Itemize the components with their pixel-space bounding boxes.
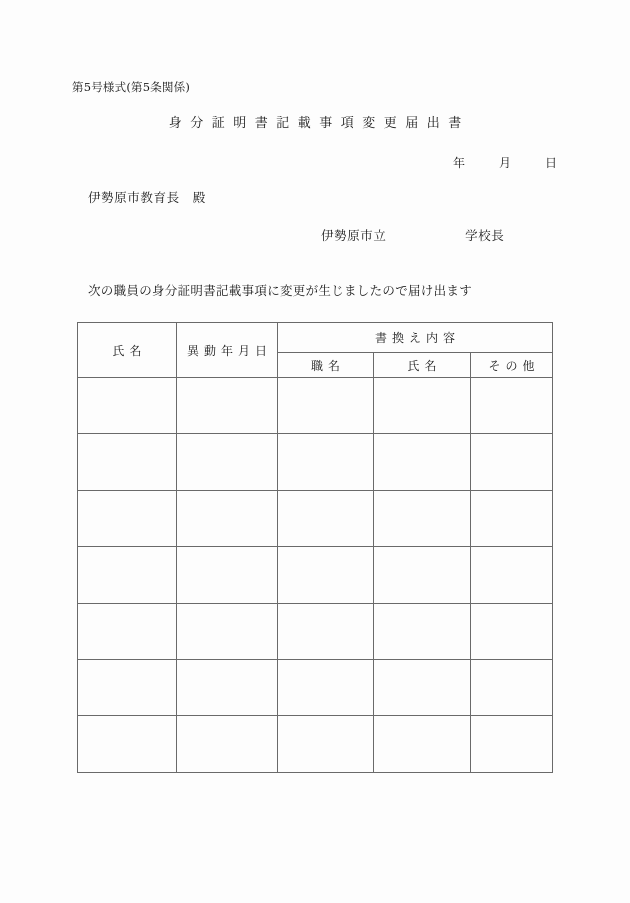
- cell-transfer-date[interactable]: [177, 547, 278, 603]
- table-row: [78, 378, 553, 434]
- document-title: 身分証明書記載事項変更届出書: [168, 116, 470, 131]
- change-details-table: [77, 322, 553, 773]
- cell-new-name[interactable]: [374, 659, 471, 715]
- addressee-line: 伊勢原市教育長 殿: [88, 190, 206, 205]
- cell-other[interactable]: [471, 378, 553, 434]
- table-row: [78, 547, 553, 603]
- table-row: [78, 716, 553, 772]
- cell-post-title[interactable]: [278, 434, 374, 490]
- header-rewrite-content: 書換え内容: [278, 323, 553, 353]
- table-header-row-primary: [78, 323, 553, 353]
- cell-transfer-date[interactable]: [177, 716, 278, 772]
- header-post-title: 職名: [278, 353, 374, 378]
- cell-new-name[interactable]: [374, 716, 471, 772]
- cell-new-name[interactable]: [374, 490, 471, 546]
- form-number-label: 第5号様式(第5条関係): [72, 80, 191, 94]
- cell-name[interactable]: [78, 659, 177, 715]
- body-statement: 次の職員の身分証明書記載事項に変更が生じましたので届け出ます: [88, 283, 473, 298]
- cell-post-title[interactable]: [278, 603, 374, 659]
- cell-other[interactable]: [471, 603, 553, 659]
- school-signature-line: 伊勢原市立 学校長: [321, 228, 505, 243]
- cell-transfer-date[interactable]: [177, 603, 278, 659]
- date-line: 年 月 日: [452, 156, 568, 170]
- cell-post-title[interactable]: [278, 547, 374, 603]
- cell-transfer-date[interactable]: [177, 434, 278, 490]
- cell-post-title[interactable]: [278, 378, 374, 434]
- cell-post-title[interactable]: [278, 659, 374, 715]
- cell-transfer-date[interactable]: [177, 490, 278, 546]
- table-header: [78, 323, 553, 378]
- cell-other[interactable]: [471, 716, 553, 772]
- header-name: 氏名: [78, 323, 177, 378]
- header-new-name: 氏名: [374, 353, 471, 378]
- table-row: [78, 603, 553, 659]
- cell-name[interactable]: [78, 716, 177, 772]
- cell-post-title[interactable]: [278, 490, 374, 546]
- cell-new-name[interactable]: [374, 434, 471, 490]
- cell-new-name[interactable]: [374, 547, 471, 603]
- header-other: その他: [471, 353, 553, 378]
- cell-post-title[interactable]: [278, 716, 374, 772]
- cell-other[interactable]: [471, 547, 553, 603]
- cell-name[interactable]: [78, 547, 177, 603]
- cell-transfer-date[interactable]: [177, 378, 278, 434]
- cell-other[interactable]: [471, 434, 553, 490]
- cell-name[interactable]: [78, 490, 177, 546]
- table-row: [78, 659, 553, 715]
- header-transfer-date: 異動年月日: [177, 323, 278, 378]
- cell-new-name[interactable]: [374, 378, 471, 434]
- cell-transfer-date[interactable]: [177, 659, 278, 715]
- table-row: [78, 434, 553, 490]
- cell-name[interactable]: [78, 434, 177, 490]
- table-row: [78, 490, 553, 546]
- cell-other[interactable]: [471, 490, 553, 546]
- cell-name[interactable]: [78, 378, 177, 434]
- cell-other[interactable]: [471, 659, 553, 715]
- table-body: [78, 378, 553, 773]
- cell-name[interactable]: [78, 603, 177, 659]
- cell-new-name[interactable]: [374, 603, 471, 659]
